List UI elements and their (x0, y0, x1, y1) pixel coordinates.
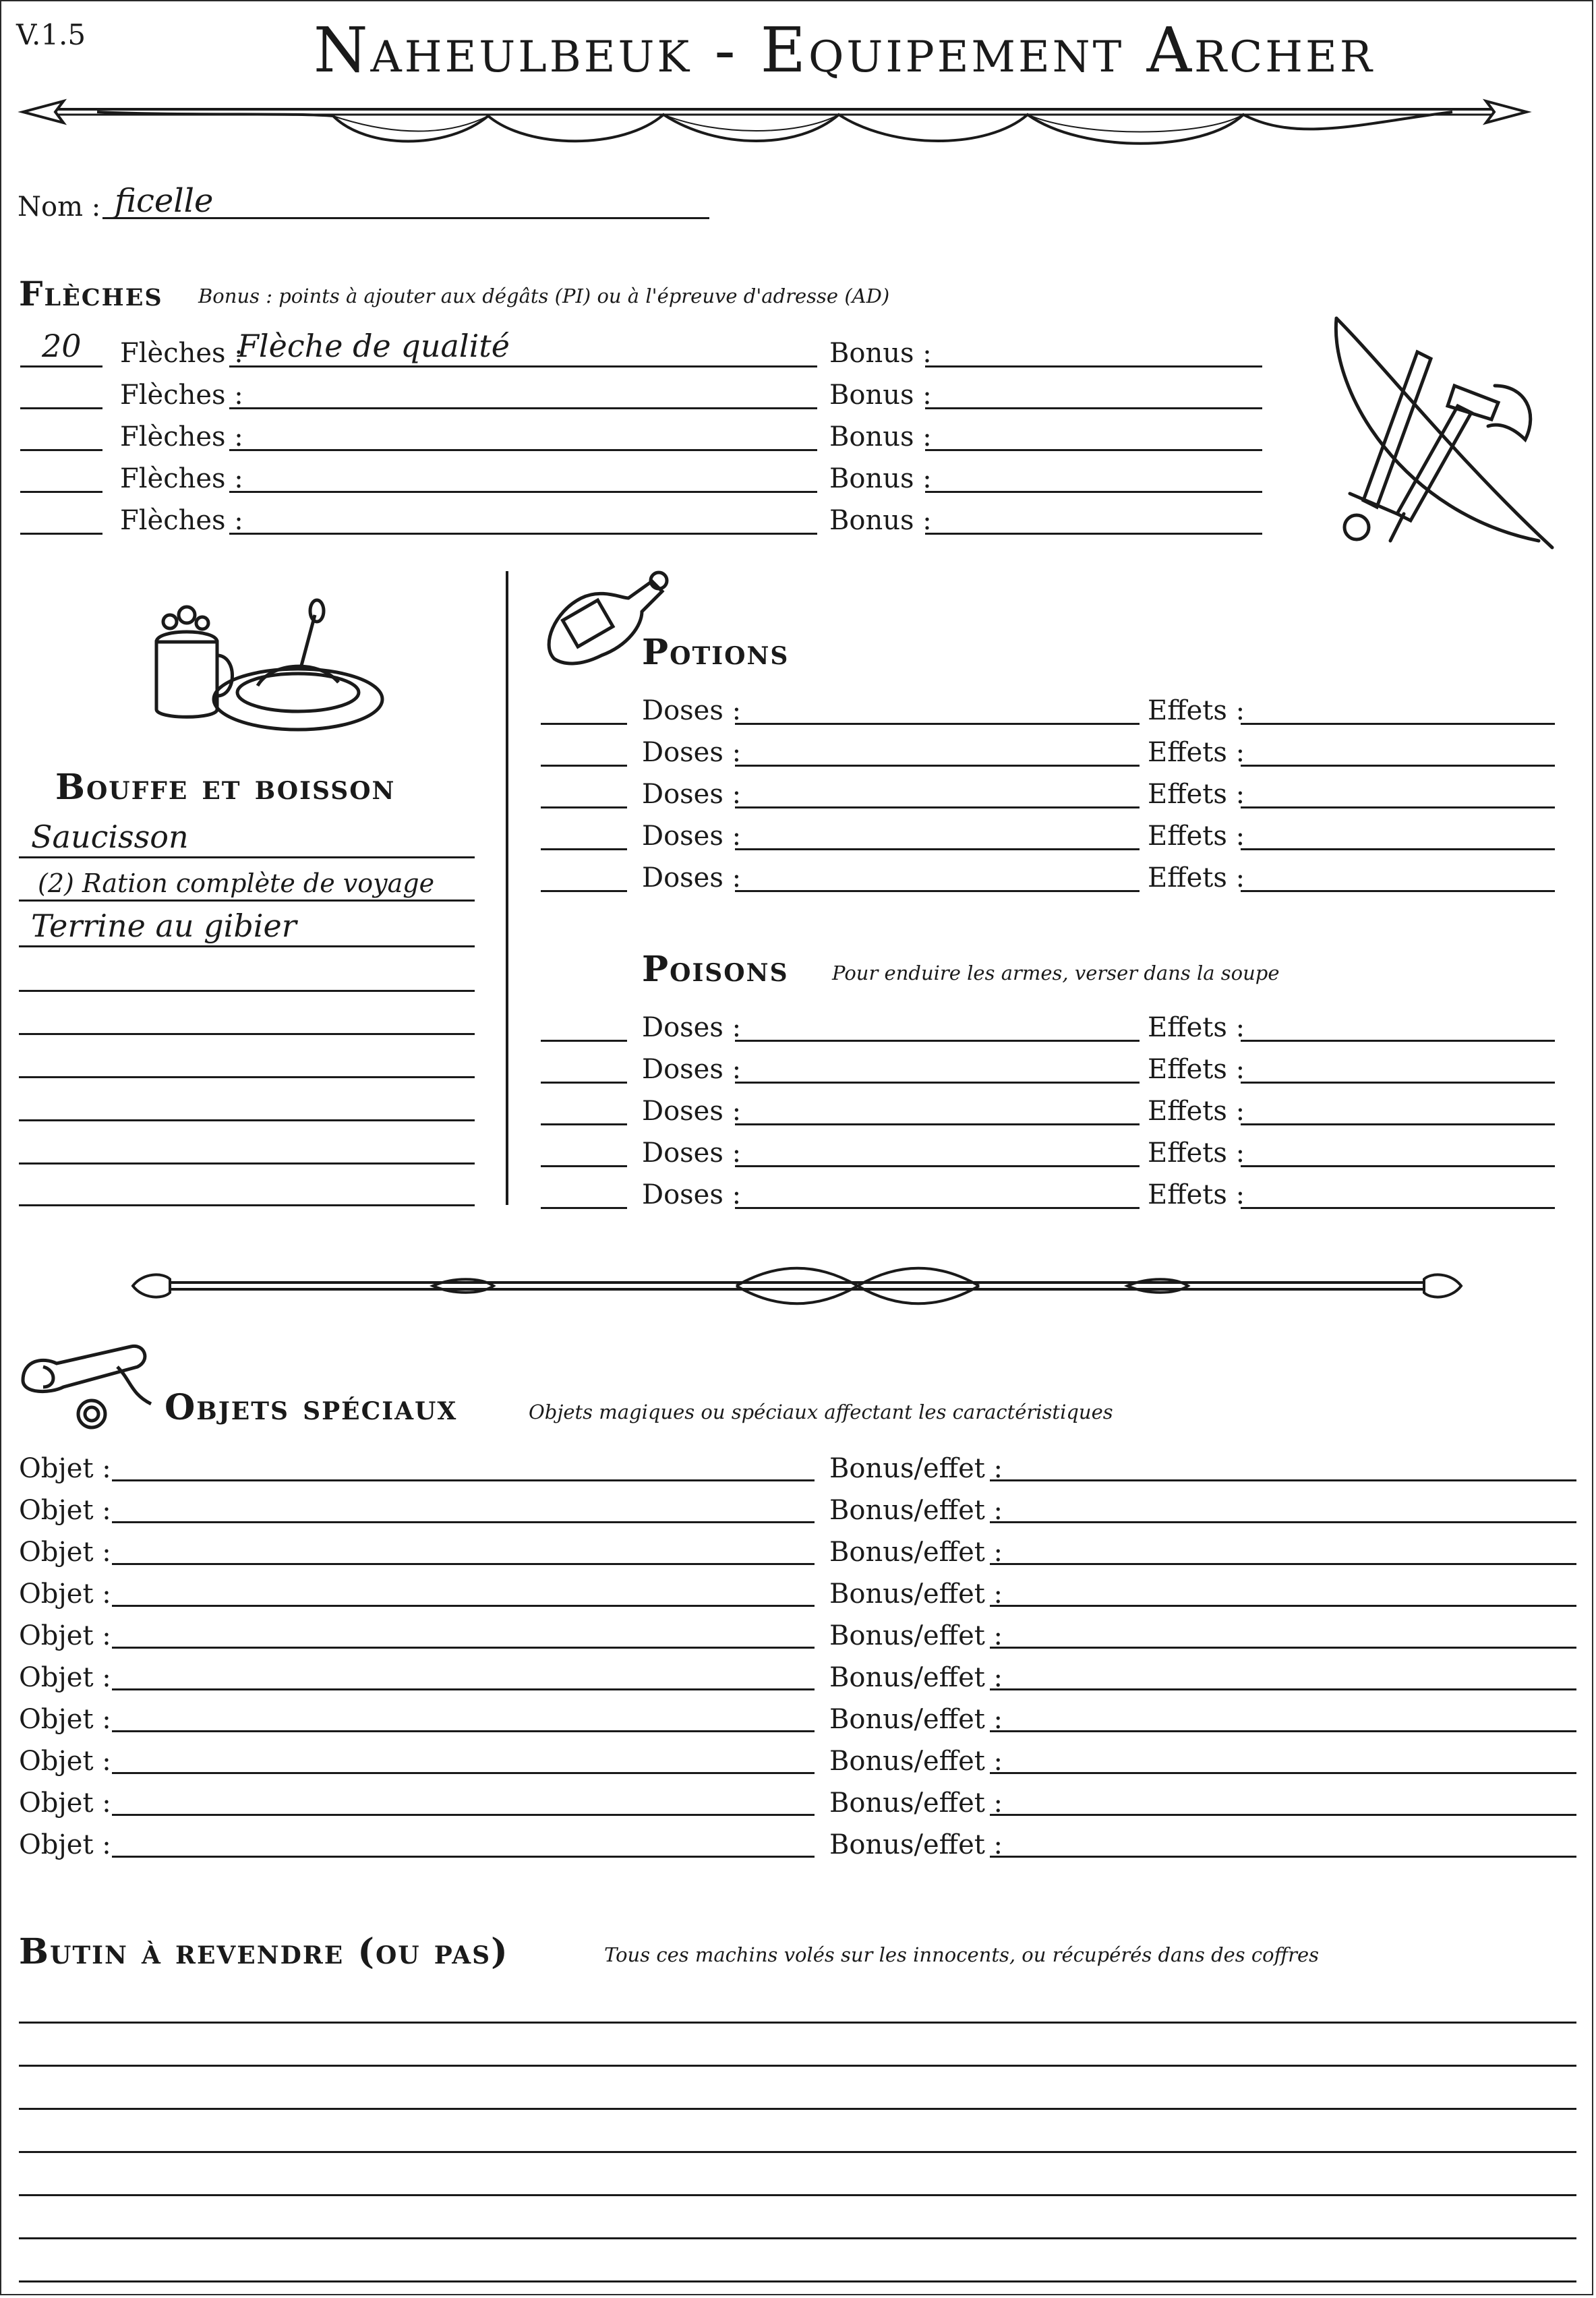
objet-label: Objet : (19, 1537, 111, 1568)
potion-effets[interactable] (1241, 765, 1555, 767)
bonus-effet-field[interactable] (990, 1856, 1576, 1858)
effets-label: Effets : (1148, 862, 1245, 893)
fleche-label: Flèches : (120, 380, 243, 411)
doses-label: Doses : (642, 1054, 742, 1085)
potion-effets[interactable] (1241, 723, 1555, 725)
bouffe-item[interactable] (19, 1162, 475, 1165)
bouffe-item[interactable] (19, 1204, 475, 1206)
fleche-bonus-field[interactable] (925, 449, 1262, 451)
objet-field[interactable] (112, 1772, 815, 1774)
butin-line[interactable] (19, 2022, 1576, 2024)
bonus-effet-label: Bonus/effet : (829, 1620, 1003, 1651)
effets-label: Effets : (1148, 1138, 1245, 1169)
objet-label: Objet : (19, 1662, 111, 1693)
staff-divider-icon (129, 1262, 1465, 1309)
poison-qty[interactable] (541, 1082, 627, 1084)
fleche-qty[interactable] (20, 491, 102, 493)
bouffe-heading: Bouffe et boisson (55, 767, 396, 808)
objet-field[interactable] (112, 1647, 815, 1649)
poison-qty[interactable] (541, 1207, 627, 1209)
poisons-heading: Poisons (642, 949, 789, 990)
potion-qty[interactable] (541, 723, 627, 725)
fleche-bonus-field[interactable] (925, 533, 1262, 535)
objet-label: Objet : (19, 1746, 111, 1777)
fleche-label: Flèches : (120, 338, 243, 369)
potion-qty[interactable] (541, 806, 627, 808)
objet-field[interactable] (112, 1856, 815, 1858)
potion-doses[interactable] (735, 890, 1140, 892)
butin-heading: Butin à revendre (ou pas) (19, 1931, 509, 1972)
fleche-bonus-label: Bonus : (829, 505, 932, 536)
doses-label: Doses : (642, 695, 742, 726)
poison-qty[interactable] (541, 1040, 627, 1042)
poison-doses[interactable] (735, 1082, 1140, 1084)
scroll-ring-icon (16, 1340, 158, 1434)
bonus-effet-label: Bonus/effet : (829, 1579, 1003, 1610)
bouffe-item[interactable]: (2) Ration complète de voyage (38, 868, 435, 898)
potion-doses[interactable] (735, 848, 1140, 850)
bonus-effet-field[interactable] (990, 1563, 1576, 1565)
bonus-effet-label: Bonus/effet : (829, 1829, 1003, 1860)
fleche-bonus-label: Bonus : (829, 338, 932, 369)
poison-effets[interactable] (1241, 1040, 1555, 1042)
bonus-effet-label: Bonus/effet : (829, 1788, 1003, 1819)
objet-label: Objet : (19, 1453, 111, 1484)
fleche-bonus-field[interactable] (925, 407, 1262, 409)
butin-line[interactable] (19, 2237, 1576, 2239)
doses-label: Doses : (642, 1012, 742, 1043)
bonus-effet-field[interactable] (990, 1814, 1576, 1816)
fleche-name[interactable]: Flèche de qualité (237, 328, 510, 364)
potions-heading: Potions (642, 632, 790, 673)
bonus-effet-label: Bonus/effet : (829, 1537, 1003, 1568)
bouffe-item[interactable]: Terrine au gibier (31, 908, 297, 944)
poisons-note: Pour enduire les armes, verser dans la soupe (832, 962, 1280, 984)
potion-doses[interactable] (735, 806, 1140, 808)
poison-qty[interactable] (541, 1165, 627, 1167)
objet-field[interactable] (112, 1814, 815, 1816)
doses-label: Doses : (642, 1138, 742, 1169)
objet-label: Objet : (19, 1620, 111, 1651)
bonus-effet-field[interactable] (990, 1772, 1576, 1774)
bouffe-item[interactable] (19, 990, 475, 992)
potion-qty[interactable] (541, 848, 627, 850)
butin-line[interactable] (19, 2108, 1576, 2110)
butin-line[interactable] (19, 2065, 1576, 2067)
objets-heading: Objets spéciaux (165, 1387, 458, 1428)
page-title: Naheulbeuk - Equipement Archer (314, 14, 1375, 86)
objet-label: Objet : (19, 1829, 111, 1860)
bonus-effet-field[interactable] (990, 1730, 1576, 1732)
objets-note: Objets magiques ou spéciaux affectant les caractéristiques (529, 1401, 1113, 1423)
nom-input[interactable]: ficelle (115, 182, 214, 220)
poison-doses[interactable] (735, 1123, 1140, 1125)
potion-effets[interactable] (1241, 848, 1555, 850)
bonus-effet-label: Bonus/effet : (829, 1495, 1003, 1526)
objet-field[interactable] (112, 1688, 815, 1690)
objet-field[interactable] (112, 1605, 815, 1607)
bonus-effet-label: Bonus/effet : (829, 1704, 1003, 1735)
bouffe-item[interactable] (19, 1076, 475, 1078)
potion-qty[interactable] (541, 890, 627, 892)
fleche-name[interactable] (229, 407, 817, 409)
effets-label: Effets : (1148, 1096, 1245, 1127)
bonus-effet-field[interactable] (990, 1521, 1576, 1523)
fleche-bonus-label: Bonus : (829, 380, 932, 411)
bouffe-item[interactable] (19, 1033, 475, 1035)
bonus-effet-label: Bonus/effet : (829, 1453, 1003, 1484)
objet-label: Objet : (19, 1579, 111, 1610)
doses-label: Doses : (642, 1179, 742, 1210)
crossed-weapons-icon (1323, 312, 1566, 554)
butin-line[interactable] (19, 2194, 1576, 2196)
fleche-label: Flèches : (120, 505, 243, 536)
fleche-name[interactable] (229, 449, 817, 451)
bonus-effet-field[interactable] (990, 1688, 1576, 1690)
fleche-name[interactable] (229, 533, 817, 535)
fleches-note: Bonus : points à ajouter aux dégâts (PI) ou à l'épreuve d'adresse (AD) (198, 285, 890, 307)
effets-label: Effets : (1148, 1054, 1245, 1085)
fleche-bonus-label: Bonus : (829, 421, 932, 452)
fleche-qty[interactable] (20, 533, 102, 535)
doses-label: Doses : (642, 862, 742, 893)
poison-qty[interactable] (541, 1123, 627, 1125)
poison-doses[interactable] (735, 1040, 1140, 1042)
poison-doses[interactable] (735, 1165, 1140, 1167)
doses-label: Doses : (642, 779, 742, 810)
fleche-label: Flèches : (120, 463, 243, 494)
fleche-qty[interactable] (20, 449, 102, 451)
bouffe-item[interactable]: Saucisson (31, 819, 189, 855)
objet-field[interactable] (112, 1479, 815, 1481)
fleche-label: Flèches : (120, 421, 243, 452)
fleche-qty[interactable] (20, 407, 102, 409)
effets-label: Effets : (1148, 737, 1245, 768)
doses-label: Doses : (642, 737, 742, 768)
objet-field[interactable] (112, 1730, 815, 1732)
arrow-divider-icon (16, 89, 1533, 150)
potion-effets[interactable] (1241, 806, 1555, 808)
doses-label: Doses : (642, 821, 742, 852)
version-label: V.1.5 (16, 18, 86, 51)
poison-effets[interactable] (1241, 1207, 1555, 1209)
poison-effets[interactable] (1241, 1165, 1555, 1167)
bonus-effet-field[interactable] (990, 1605, 1576, 1607)
fleche-bonus-field[interactable] (925, 365, 1262, 367)
nom-label: Nom : (18, 192, 101, 223)
effets-label: Effets : (1148, 1012, 1245, 1043)
butin-note: Tous ces machins volés sur les innocents, ou récupérés dans des coffres (604, 1943, 1320, 1966)
objet-label: Objet : (19, 1704, 111, 1735)
fleche-qty[interactable]: 20 (42, 328, 82, 364)
bonus-effet-label: Bonus/effet : (829, 1662, 1003, 1693)
fleche-bonus-field[interactable] (925, 491, 1262, 493)
objet-field[interactable] (112, 1521, 815, 1523)
fleches-heading: Flèches (19, 274, 163, 314)
objet-label: Objet : (19, 1788, 111, 1819)
fleche-bonus-label: Bonus : (829, 463, 932, 494)
objet-label: Objet : (19, 1495, 111, 1526)
effets-label: Effets : (1148, 779, 1245, 810)
effets-label: Effets : (1148, 1179, 1245, 1210)
effets-label: Effets : (1148, 695, 1245, 726)
potion-effets[interactable] (1241, 890, 1555, 892)
butin-line[interactable] (19, 2280, 1576, 2282)
potion-doses[interactable] (735, 765, 1140, 767)
bonus-effet-field[interactable] (990, 1647, 1576, 1649)
potion-qty[interactable] (541, 765, 627, 767)
fleche-name[interactable] (229, 491, 817, 493)
effets-label: Effets : (1148, 821, 1245, 852)
food-plate-icon (143, 601, 386, 736)
potion-doses[interactable] (735, 723, 1140, 725)
bouffe-item[interactable] (19, 1119, 475, 1121)
doses-label: Doses : (642, 1096, 742, 1127)
poison-effets[interactable] (1241, 1123, 1555, 1125)
objet-field[interactable] (112, 1563, 815, 1565)
butin-line[interactable] (19, 2151, 1576, 2153)
bonus-effet-label: Bonus/effet : (829, 1746, 1003, 1777)
poison-doses[interactable] (735, 1207, 1140, 1209)
bonus-effet-field[interactable] (990, 1479, 1576, 1481)
poison-effets[interactable] (1241, 1082, 1555, 1084)
column-divider (506, 571, 508, 1205)
